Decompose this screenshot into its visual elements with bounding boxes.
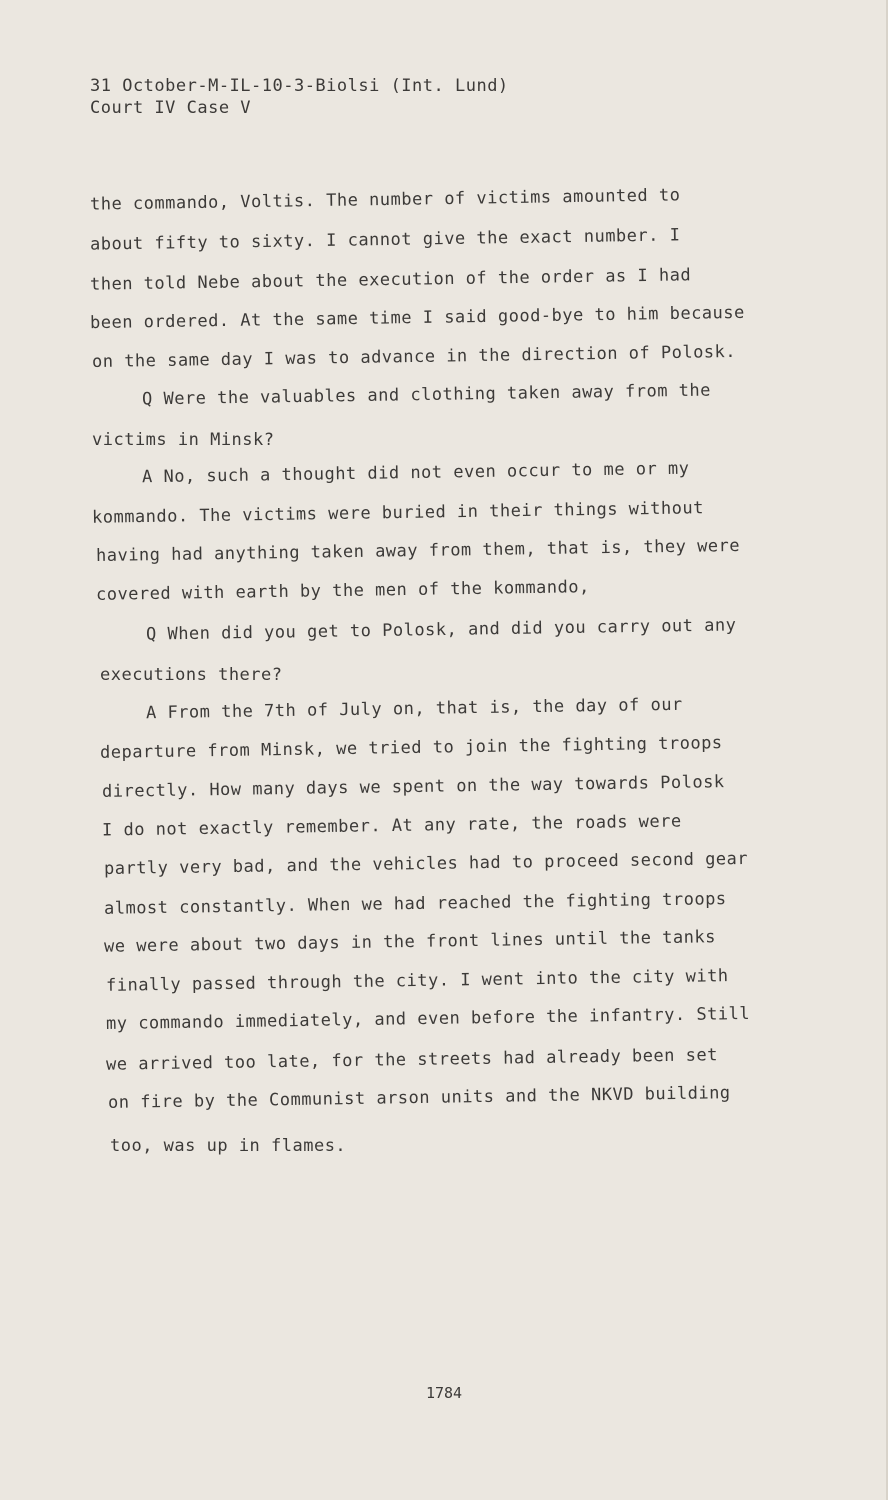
body-line-19: almost constantly. When we had reached the fighting troops <box>103 889 727 919</box>
body-line-1: the commando, Voltis. The number of victims amounted to <box>89 185 681 215</box>
page-number: 1784 <box>425 1384 463 1402</box>
body-line-13: executions there? <box>100 665 283 685</box>
body-line-2: about fifty to sixty. I cannot give the exact number. I <box>89 225 681 255</box>
body-line-20: we were about two days in the front lines until the tanks <box>103 927 717 957</box>
body-line-4: been ordered. At the same time I said good-bye to him because <box>89 302 745 334</box>
body-line-15: departure from Minsk, we tried to join the fighting troops <box>99 733 723 763</box>
body-line-5: on the same day I was to advance in the direction of Polosk. <box>91 341 737 373</box>
body-line-24: on fire by the Communist arson units and the NKVD building <box>107 1083 731 1113</box>
body-line-10: having had anything taken away from them, that is, they were <box>95 535 741 567</box>
body-line-17: I do not exactly remember. At any rate, the roads were <box>101 811 682 841</box>
body-line-6: Q Were the valuables and clothing taken away from the <box>141 380 712 410</box>
body-line-9: kommando. The victims were buried in their things without <box>91 498 705 528</box>
body-line-8: A No, such a thought did not even occur to me or my <box>141 458 690 488</box>
body-line-23: we arrived too late, for the streets had already been set <box>105 1045 719 1075</box>
body-line-11: covered with earth by the men of the kommando, <box>95 577 590 605</box>
body-line-16: directly. How many days we spent on the way towards Polosk <box>101 772 725 802</box>
body-line-21: finally passed through the city. I went into the city with <box>105 966 729 996</box>
body-line-7: victims in Minsk? <box>92 430 275 450</box>
body-line-22: my commando immediately, and even before the infantry. Still <box>105 1003 751 1035</box>
header-line-2: Court IV Case V <box>90 98 252 118</box>
body-line-18: partly very bad, and the vehicles had to proceed second gear <box>103 848 749 880</box>
body-line-3: then told Nebe about the execution of the order as I had <box>89 265 692 295</box>
body-line-25: too, was up in flames. <box>110 1136 347 1156</box>
header-line-1: 31 October-M-IL-10-3-Biolsi (Int. Lund) <box>90 76 509 96</box>
body-line-12: Q When did you get to Polosk, and did you carry out any <box>145 615 737 645</box>
body-line-14: A From the 7th of July on, that is, the day of our <box>145 694 683 724</box>
